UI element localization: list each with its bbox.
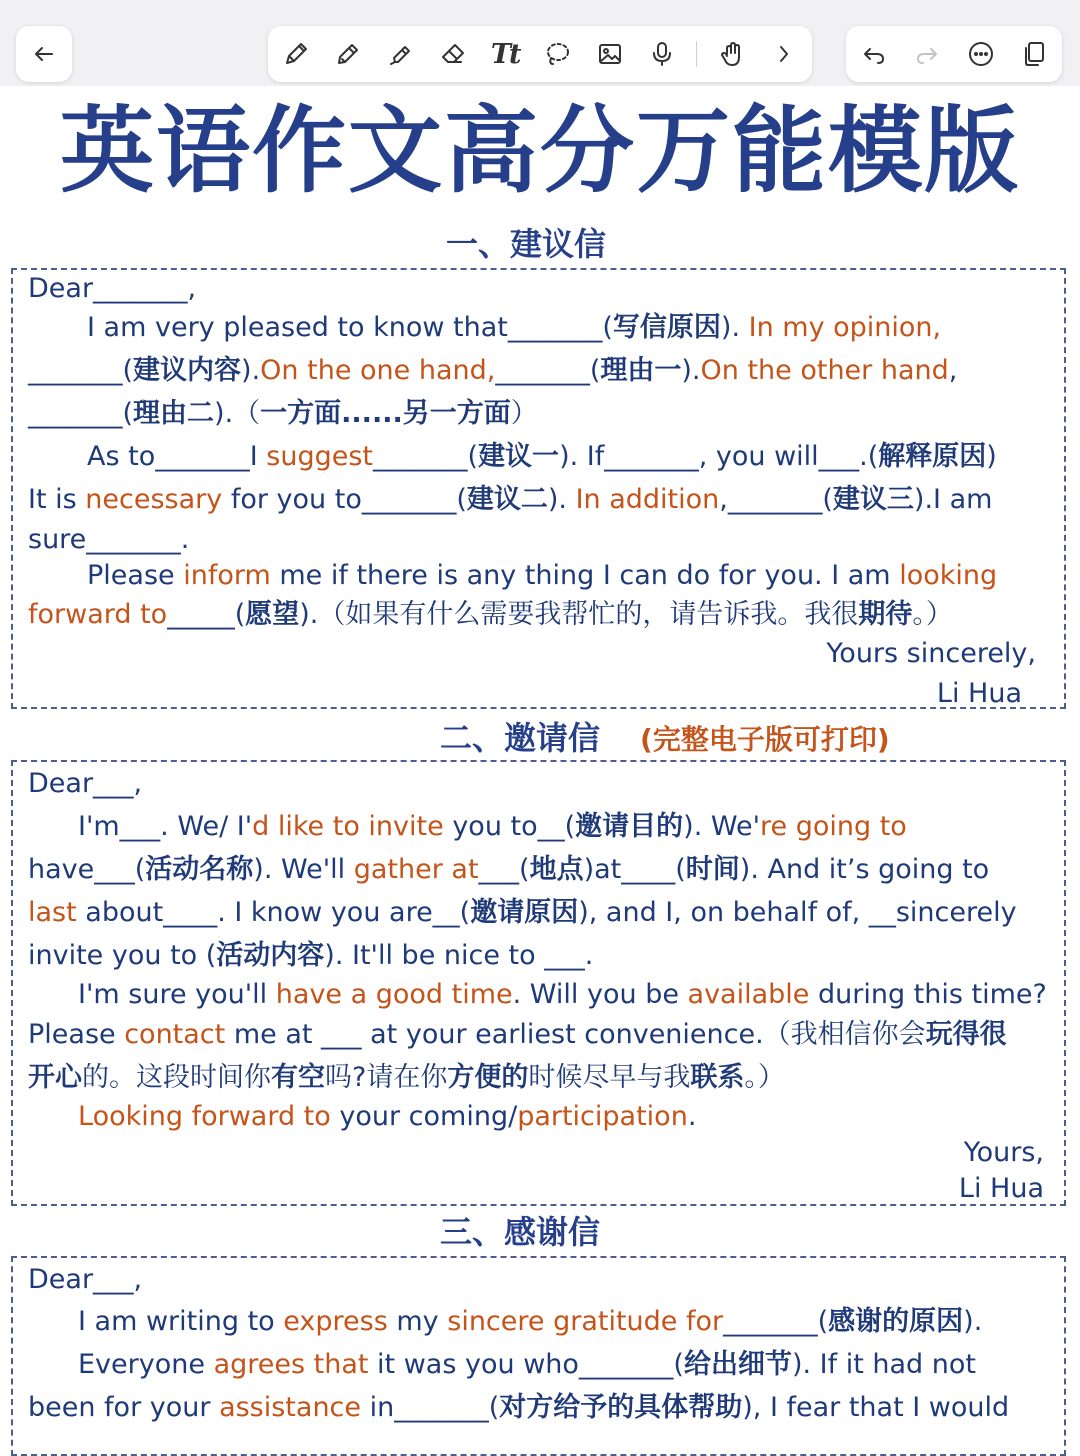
bold-hint: 建议内容 bbox=[133, 355, 242, 386]
bold-hint: 时间 bbox=[685, 854, 740, 885]
text-segment: ).（如果有什么需要我帮忙的，请告诉我。我很 bbox=[299, 599, 859, 630]
bold-hint: 地点 bbox=[529, 854, 584, 885]
key-phrase: Looking forward to bbox=[78, 1101, 331, 1132]
text-segment: my bbox=[387, 1306, 448, 1337]
letter-line bbox=[28, 482, 992, 518]
letter-line bbox=[28, 1017, 1007, 1053]
bold-hint: 感谢的原因 bbox=[828, 1306, 964, 1337]
text-segment: I am writing to bbox=[78, 1306, 284, 1337]
key-phrase: assistance bbox=[219, 1392, 362, 1423]
section-title-text: 一、建议信 bbox=[446, 225, 607, 263]
pen-icon[interactable] bbox=[278, 36, 314, 72]
text-segment: about____. I know you are__( bbox=[76, 897, 471, 928]
text-segment: for you to_______( bbox=[222, 484, 467, 515]
undo-icon[interactable] bbox=[856, 36, 892, 72]
text-segment: ). If it had not bbox=[791, 1349, 976, 1380]
bold-hint: 有空 bbox=[271, 1062, 325, 1093]
printable-note: (完整电子版可打印) bbox=[640, 723, 890, 756]
key-phrase: gather at bbox=[353, 854, 479, 885]
text-segment: As to_______I bbox=[87, 441, 267, 472]
text-segment: I am very pleased to know that_______( bbox=[87, 312, 613, 343]
bold-hint: 期待 bbox=[858, 599, 913, 630]
key-phrase: inform bbox=[183, 560, 271, 591]
bold-hint: 解释原因 bbox=[878, 441, 987, 472]
letter-line bbox=[28, 852, 989, 888]
letter-closing bbox=[964, 1135, 1044, 1171]
text-segment: Dear_______, bbox=[28, 273, 197, 304]
letter-line bbox=[28, 1390, 1009, 1426]
more-icon[interactable] bbox=[963, 36, 999, 72]
text-segment: _______( bbox=[373, 441, 479, 472]
text-segment: 。） bbox=[744, 1062, 785, 1093]
letter-line bbox=[78, 1347, 976, 1383]
key-phrase: contact bbox=[124, 1019, 226, 1050]
text-segment: Li Hua bbox=[936, 678, 1022, 709]
text-segment: ). If_______, you will___.( bbox=[559, 441, 879, 472]
key-phrase: forward to bbox=[28, 599, 168, 630]
key-phrase: last bbox=[28, 897, 77, 928]
text-segment: ___( bbox=[478, 854, 530, 885]
text-segment: ). bbox=[720, 312, 749, 343]
text-segment: Dear___, bbox=[28, 768, 143, 799]
text-tool-icon[interactable] bbox=[487, 36, 523, 72]
text-segment: have___( bbox=[28, 854, 146, 885]
text-segment: ).I am bbox=[913, 484, 993, 515]
key-phrase: d like to invite bbox=[252, 811, 444, 842]
text-segment: Li Hua bbox=[958, 1173, 1044, 1204]
text-segment: ). We'll bbox=[253, 854, 354, 885]
letter-line bbox=[87, 310, 941, 346]
text-segment: ) bbox=[986, 441, 997, 472]
text-segment: Please bbox=[28, 1019, 125, 1050]
image-icon[interactable] bbox=[592, 36, 628, 72]
text-segment: it was you who_______( bbox=[368, 1349, 684, 1380]
letter-line bbox=[78, 809, 907, 845]
text-segment: Dear___, bbox=[28, 1264, 143, 1295]
key-phrase: sincere gratitude for bbox=[447, 1306, 724, 1337]
text-segment: sure_______. bbox=[28, 524, 190, 555]
text-segment: _______( bbox=[28, 398, 134, 429]
letter-line bbox=[78, 1099, 696, 1135]
text-segment: _______( bbox=[723, 1306, 829, 1337]
letter-line bbox=[87, 558, 997, 594]
text-segment: in_______( bbox=[361, 1392, 500, 1423]
text-segment: Yours, bbox=[963, 1137, 1044, 1168]
bold-hint: 理由二 bbox=[133, 398, 215, 429]
key-phrase: On the one hand, bbox=[260, 355, 496, 386]
letter-signature bbox=[937, 676, 1022, 712]
section-title-suggestion-letter bbox=[446, 222, 606, 266]
key-phrase: looking bbox=[899, 560, 998, 591]
text-segment: ). bbox=[547, 484, 576, 515]
letter-line bbox=[28, 271, 196, 307]
bold-hint: 理由一 bbox=[600, 355, 682, 386]
text-segment: 。） bbox=[912, 599, 953, 630]
back-arrow-icon[interactable] bbox=[26, 36, 62, 72]
letter-line bbox=[28, 396, 538, 432]
text-segment: me if there is any thing I can do for you. I am bbox=[270, 560, 900, 591]
key-phrase: participation bbox=[517, 1101, 688, 1132]
bold-hint: 对方给予的具体帮助 bbox=[499, 1392, 743, 1423]
key-phrase: suggest bbox=[266, 441, 374, 472]
text-segment: Everyone bbox=[78, 1349, 214, 1380]
letter-line bbox=[87, 439, 997, 475]
key-phrase: In addition bbox=[575, 484, 720, 515]
letter-line bbox=[28, 766, 142, 802]
hand-icon[interactable] bbox=[714, 36, 750, 72]
app-toolbar bbox=[0, 0, 1080, 86]
text-segment: )at____( bbox=[583, 854, 686, 885]
bold-hint: 玩得很 bbox=[925, 1019, 1007, 1050]
text-segment: ). bbox=[681, 355, 701, 386]
drawing-tools-bar bbox=[268, 26, 812, 82]
letter-line bbox=[78, 977, 1047, 1013]
bold-hint: 给出细节 bbox=[683, 1349, 792, 1380]
key-phrase: On the other hand bbox=[700, 355, 949, 386]
bold-hint: 建议三 bbox=[832, 484, 914, 515]
pencil-icon[interactable] bbox=[330, 36, 366, 72]
key-phrase: available bbox=[687, 979, 810, 1010]
text-segment: your coming/ bbox=[330, 1101, 518, 1132]
bold-hint: 联系 bbox=[690, 1062, 745, 1093]
section-title-thank-you-letter bbox=[440, 1210, 600, 1254]
text-segment: 的。这段时间你 bbox=[82, 1062, 271, 1093]
text-segment: ). It'll be nice to ___. bbox=[324, 940, 594, 971]
letter-closing bbox=[826, 636, 1036, 672]
document-actions-bar bbox=[846, 26, 1062, 82]
text-segment: invite you to ( bbox=[28, 940, 217, 971]
key-phrase: express bbox=[283, 1306, 388, 1337]
letter-line bbox=[28, 522, 189, 558]
letter-line bbox=[78, 1304, 982, 1340]
letter-line bbox=[28, 938, 593, 974]
text-tool-label: Tt bbox=[490, 38, 520, 70]
toolbar-divider bbox=[696, 41, 697, 67]
bold-hint: 写信原因 bbox=[612, 312, 721, 343]
key-phrase: necessary bbox=[85, 484, 223, 515]
section-title-invitation-letter bbox=[440, 716, 890, 762]
text-segment: Please bbox=[87, 560, 184, 591]
key-phrase: agrees that bbox=[213, 1349, 369, 1380]
bold-hint: 活动内容 bbox=[216, 940, 325, 971]
letter-line bbox=[28, 597, 953, 633]
text-segment: . bbox=[687, 1101, 697, 1132]
bold-hint: 活动名称 bbox=[145, 854, 254, 885]
pages-icon[interactable] bbox=[1016, 36, 1052, 72]
bold-hint: 方便的 bbox=[447, 1062, 529, 1093]
letter-line bbox=[28, 353, 957, 389]
section-title-text: 三、感谢信 bbox=[440, 1213, 601, 1251]
text-segment: been for your bbox=[28, 1392, 220, 1423]
text-segment: _______( bbox=[495, 355, 601, 386]
letter-line bbox=[28, 1060, 785, 1096]
letter-signature bbox=[959, 1171, 1044, 1207]
text-segment: you to__( bbox=[443, 811, 576, 842]
back-button[interactable] bbox=[16, 26, 72, 82]
text-segment: ,_______( bbox=[719, 484, 833, 515]
key-phrase: In my opinion, bbox=[748, 312, 942, 343]
letter-line bbox=[28, 895, 1017, 931]
chevron-right-icon[interactable] bbox=[766, 36, 802, 72]
text-segment: I'm___. We/ I' bbox=[78, 811, 253, 842]
text-segment: I'm sure you'll bbox=[78, 979, 276, 1010]
text-segment: 吗?请在你 bbox=[325, 1062, 448, 1093]
bold-hint: 一方面......另一方面 bbox=[260, 398, 511, 429]
key-phrase: re going to bbox=[760, 811, 907, 842]
text-segment: ), and I, on behalf of, __sincerely bbox=[578, 897, 1017, 928]
marker-icon[interactable] bbox=[383, 36, 419, 72]
lasso-icon[interactable] bbox=[539, 36, 575, 72]
redo-icon[interactable] bbox=[909, 36, 945, 72]
key-phrase: have a good time bbox=[275, 979, 513, 1010]
bold-hint: 建议一 bbox=[478, 441, 560, 472]
text-segment: . Will you be bbox=[512, 979, 688, 1010]
bold-hint: 愿望 bbox=[245, 599, 300, 630]
text-segment: ). And it’s going to bbox=[739, 854, 990, 885]
microphone-icon[interactable] bbox=[644, 36, 680, 72]
text-segment: ). bbox=[241, 355, 261, 386]
text-segment: ). bbox=[963, 1306, 983, 1337]
text-segment: ). We' bbox=[683, 811, 761, 842]
text-segment: 时候尽早与我 bbox=[528, 1062, 691, 1093]
bold-hint: 邀请原因 bbox=[470, 897, 579, 928]
bold-hint: 邀请目的 bbox=[575, 811, 684, 842]
bold-hint: 开心 bbox=[28, 1062, 82, 1093]
text-segment: It is bbox=[28, 484, 86, 515]
text-segment: me at ___ at your earliest convenience.（我相信你会 bbox=[225, 1019, 926, 1050]
text-segment: ), I fear that I would bbox=[742, 1392, 1010, 1423]
text-segment: ） bbox=[510, 398, 538, 429]
text-segment: _______( bbox=[28, 355, 134, 386]
eraser-icon[interactable] bbox=[435, 36, 471, 72]
text-segment: , bbox=[948, 355, 958, 386]
text-segment: Yours sincerely, bbox=[826, 638, 1036, 669]
letter-line bbox=[28, 1262, 142, 1298]
bold-hint: 建议二 bbox=[466, 484, 548, 515]
text-segment: _____( bbox=[167, 599, 246, 630]
text-segment: during this time? bbox=[809, 979, 1047, 1010]
page-title: 英语作文高分万能模版 bbox=[59, 97, 1020, 206]
text-segment: ).（ bbox=[214, 398, 261, 429]
section-title-text: 二、邀请信 bbox=[440, 719, 601, 757]
